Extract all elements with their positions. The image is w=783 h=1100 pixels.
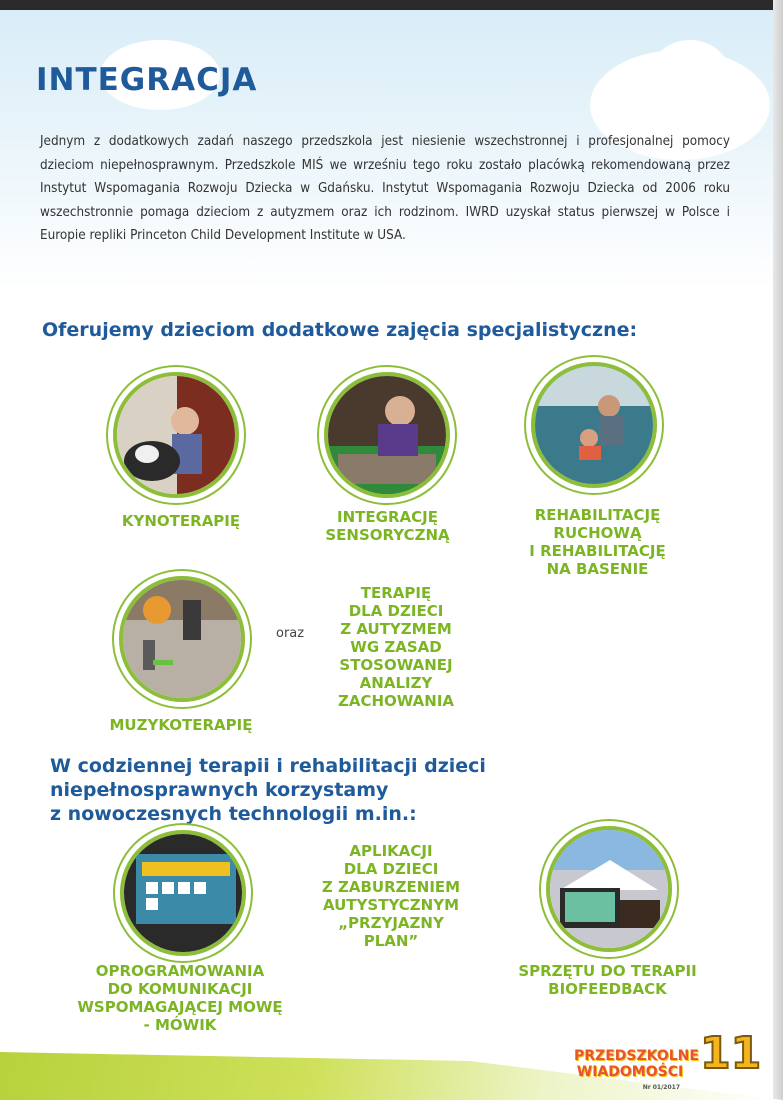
label-friendly-plan-app: APLIKACJI DLA DZIECI Z ZABURZENIEM AUTYSTYCZNYM „PRZYJAZNY PLAN” xyxy=(321,842,461,950)
magazine-logo xyxy=(574,1048,699,1091)
label-autism-therapy: TERAPIĘ DLA DZIECI Z AUTYZMEM WG ZASAD STOSOWANEJ ANALIZY ZACHOWANIA xyxy=(337,584,455,710)
magazine-logo-text: PRZEDSZKOLNE WIADOMOŚCI xyxy=(574,1048,699,1080)
section1-heading: Oferujemy dzieciom dodatkowe zajęcia specjalistyczne: xyxy=(42,319,638,341)
cloud-right-puff xyxy=(650,40,730,110)
intro-paragraph: Jednym z dodatkowych zadań naszego przedszkola jest niesienie wszechstronnej i profesjonalnej pomocy dzieciom niepełnosprawnym. Przedszkole MIŚ we wrześniu tego roku zostało placówką rekomendowaną przez Instytut Wspomagania Rozwoju Dziecka w Gdańsku. Instytut Wspomagania Rozwoju Dziecka od 2006 roku wszechstronnie pomaga dzieciom z autyzmem oraz ich rodzinom. IWRD uzyskał status pierwszej w Polsce i Europie repliki Princeton Child Development Institute w USA. xyxy=(40,134,730,243)
section2-heading-line2: z nowoczesnych technologii m.in.: xyxy=(50,803,417,825)
label-music-therapy: MUZYKOTERAPIĘ xyxy=(109,716,253,734)
page-right-edge xyxy=(773,0,783,1100)
photo-biofeedback-equipment xyxy=(546,826,672,952)
label-kynotherapy: KYNOTERAPIĘ xyxy=(121,512,241,530)
label-biofeedback: SPRZĘTU DO TERAPII BIOFEEDBACK xyxy=(518,962,697,998)
photo-music-therapy xyxy=(119,576,245,702)
photo-sensory-integration xyxy=(324,372,450,498)
oraz-connector: oraz xyxy=(276,626,305,641)
label-sensory-integration: INTEGRACJĘ SENSORYCZNĄ xyxy=(325,508,450,544)
label-movement-rehabilitation: REHABILITACJĘ RUCHOWĄ I REHABILITACJĘ NA BASENIE xyxy=(529,506,666,578)
label-communication-software: OPROGRAMOWANIA DO KOMUNIKACJI WSPOMAGAJĄCEJ MOWĘ - MÓWIK xyxy=(77,962,283,1034)
photo-dog-therapy xyxy=(113,372,239,498)
photo-communication-software xyxy=(120,830,246,956)
photo-pool-rehabilitation xyxy=(531,362,657,488)
section2-heading-line1: W codziennej terapii i rehabilitacji dzieci niepełnosprawnych korzystamy xyxy=(50,755,486,801)
page-title: INTEGRACJA xyxy=(36,62,258,98)
page-top-edge xyxy=(0,0,783,10)
section2-heading xyxy=(50,754,690,826)
page-number: 11 xyxy=(700,1028,762,1079)
issue-number: Nr 01/2017 xyxy=(642,1084,680,1091)
